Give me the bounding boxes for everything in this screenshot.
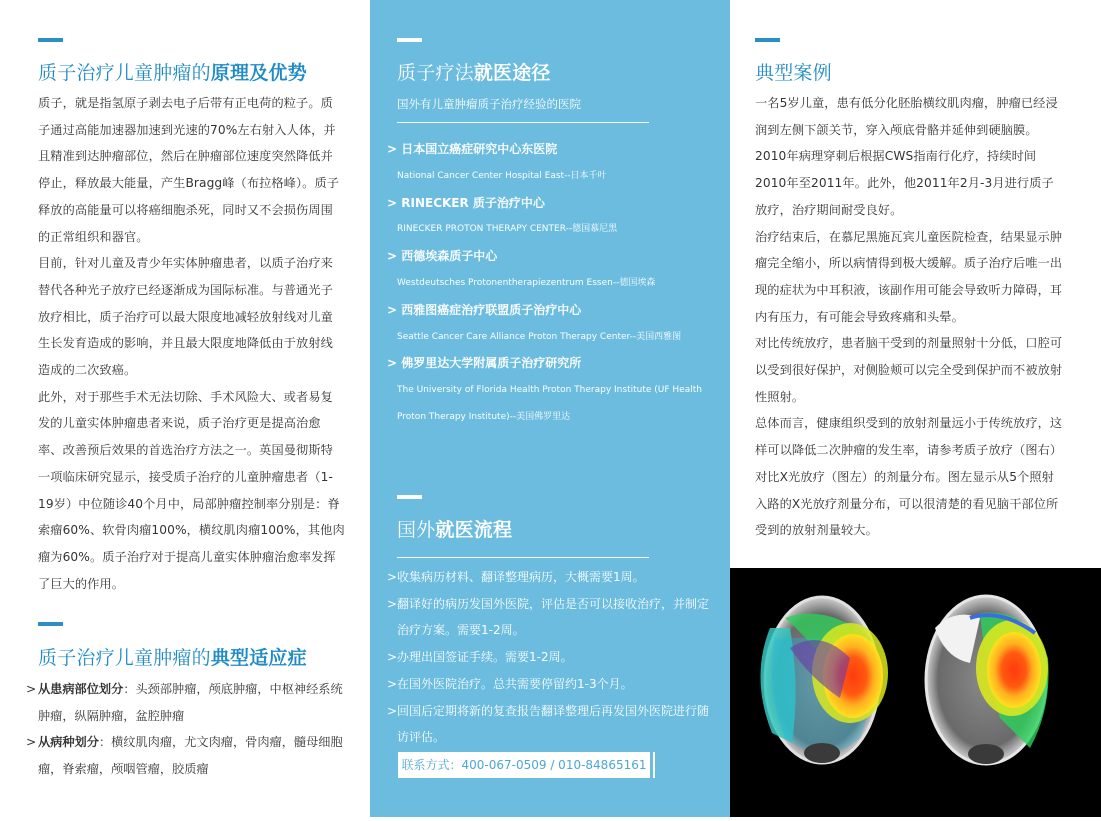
section-accent-bar — [755, 38, 780, 42]
indications-list — [26, 676, 346, 783]
dose-distribution-image — [730, 568, 1101, 817]
hospital-item: > RINECKER 质子治疗中心 RINECKER PROTON THERAPY CENTER--德国慕尼黑 — [387, 195, 618, 235]
hospital-item: > 佛罗里达大学附属质子治疗研究所 The University of Florida Health Proton Therapy Institute (UF Health Proton Therapy Institute)--美国佛罗里达 — [387, 356, 702, 422]
hospital-list — [387, 136, 717, 431]
case-paragraph: 总体而言，健康组织受到的放射剂量远小于传统放疗，这样可以降低二次肿瘤的发生率，请参考质子放疗（图右）对比X光放疗（图左）的剂量分布。图左显示从5个照射入路的X光放疗剂量分布，可以很清楚的看见脑干部位所受到的放射剂量较大。 — [755, 416, 1063, 538]
indications-heading: 质子治疗儿童肿瘤的典型适应症 — [38, 647, 307, 669]
case-body — [755, 90, 1065, 544]
hospital-item: > 西雅图癌症治疗联盟质子治疗中心 Seattle Cancer Care Alliance Proton Therapy Center--美国西雅图 — [387, 302, 682, 342]
principles-paragraph: 质子，就是指氢原子剥去电子后带有正电荷的粒子。质子通过高能加速器加速到光速的70%左右射入人体，并且精准到达肿瘤部位，然后在肿瘤部位速度突然降低并停止，释放最大能量，产生Bragg峰（布拉格峰）。质子释放的高能量可以将癌细胞杀死，同时又不会损伤周围的正常组织和器官。 — [38, 96, 340, 244]
hospitals-subtitle: 国外有儿童肿瘤质子治疗经验的医院 — [397, 97, 581, 111]
chevron-right-icon: > — [26, 735, 37, 750]
indication-item: > 从患病部位划分：头颈部肿瘤，颅底肿瘤，中枢神经系统肿瘤，纵隔肿瘤，盆腔肿瘤 — [26, 676, 346, 729]
process-step: > 在国外医院治疗。总共需要停留约1-3个月。 — [387, 671, 717, 698]
section-accent-bar — [38, 622, 63, 626]
chevron-right-icon: > — [387, 195, 398, 210]
process-step: > 翻译好的病历发国外医院，评估是否可以接收治疗，并制定治疗方案。需要1-2周。 — [387, 591, 717, 644]
divider — [397, 122, 649, 123]
contact-box: 联系方式：400-067-0509 / 010-84865161 — [398, 752, 650, 778]
case-paragraph: 一名5岁儿童，患有低分化胚胎横纹肌肉瘤，肿瘤已经浸润到左侧下颌关节，穿入颅底骨骼并延伸到硬脑膜。 — [755, 96, 1058, 137]
chevron-right-icon: > — [387, 249, 398, 264]
middle-column — [370, 0, 730, 817]
case-paragraph: 对比传统放疗，患者脑干受到的剂量照射十分低，口腔可以受到很好保护，对侧脸颊可以完全受到保护而不被放射性照射。 — [755, 336, 1063, 404]
chevron-right-icon: > — [387, 596, 398, 611]
left-column — [0, 0, 370, 817]
chevron-right-icon: > — [387, 676, 398, 691]
process-step: > 收集病历材料、翻译整理病历，大概需要1周。 — [387, 564, 717, 591]
case-paragraph: 治疗结束后，在慕尼黑施瓦宾儿童医院检查，结果显示肿瘤完全缩小，所以病情得到极大缓解。质子治疗后唯一出现的症状为中耳积液，该副作用可能会导致听力障碍，耳内有压力，有可能会导致疼痛和头晕。 — [755, 229, 1063, 324]
xray-dose-scan — [760, 597, 888, 763]
hospital-item: > 西德埃森质子中心 Westdeutsches Protonentherapiezentrum Essen--德国埃森 — [387, 249, 656, 288]
chevron-right-icon: > — [26, 682, 37, 696]
section-accent-bar — [38, 38, 63, 42]
divider — [397, 557, 649, 558]
access-heading: 质子疗法就医途径 — [397, 62, 551, 84]
process-step: > 办理出国签证手续。需要1-2周。 — [387, 644, 717, 671]
case-paragraph: 2010年病理穿刺后根据CWS指南行化疗，持续时间2010年至2011年。此外，他2011年2月-3月进行质子放疗，治疗期间耐受良好。 — [755, 149, 1054, 217]
chevron-right-icon: > — [387, 650, 398, 665]
chevron-right-icon: > — [387, 356, 398, 371]
indication-item: > 从病种划分：横纹肌肉瘤，尤文肉瘤，骨肉瘤，髓母细胞瘤，脊索瘤，颅咽管瘤，胶质瘤 — [26, 729, 346, 782]
right-column — [730, 0, 1101, 817]
hospital-item: > 日本国立癌症研究中心东医院 National Cancer Center Hospital East--日本千叶 — [387, 142, 607, 181]
principles-paragraph: 目前，针对儿童及青少年实体肿瘤患者，以质子治疗来替代各种光子放疗已经逐渐成为国际标准。与普通光子放疗相比，质子治疗可以最大限度地减轻放射线对儿童生长发育造成的影响，并且最大限度地降低由于放射线造成的二次致癌。 — [38, 256, 333, 378]
process-steps — [387, 564, 717, 751]
chevron-right-icon: > — [387, 703, 398, 718]
ct-scan-illustration — [730, 568, 1101, 817]
principles-heading: 质子治疗儿童肿瘤的原理及优势 — [38, 62, 307, 84]
process-step: > 回国后定期将新的复查报告翻译整理后再发国外医院进行随访评估。 — [387, 698, 717, 751]
proton-dose-scan — [926, 596, 1049, 764]
chevron-right-icon: > — [387, 570, 398, 584]
principles-paragraph: 此外，对于那些手术无法切除、手术风险大、或者易复发的儿童实体肿瘤患者来说，质子治疗更是提高治愈率、改善预后效果的首选治疗方法之一。英国曼彻斯特一项临床研究显示，接受质子治疗的儿童肿瘤患者（1-19岁）中位随诊40个月中，局部肿瘤控制率分别是：脊索瘤60%、软骨肉瘤100%，横纹肌肉瘤100%，其他肉瘤为60%。质子治疗对于提高儿童实体肿瘤治愈率发挥了巨大的作用。 — [38, 389, 345, 591]
chevron-right-icon: > — [387, 142, 398, 156]
section-accent-bar — [397, 495, 422, 499]
process-heading: 国外就医流程 — [397, 519, 513, 541]
chevron-right-icon: > — [387, 302, 398, 317]
case-heading: 典型案例 — [755, 62, 832, 84]
section-accent-bar — [397, 38, 422, 42]
principles-body — [38, 90, 345, 597]
